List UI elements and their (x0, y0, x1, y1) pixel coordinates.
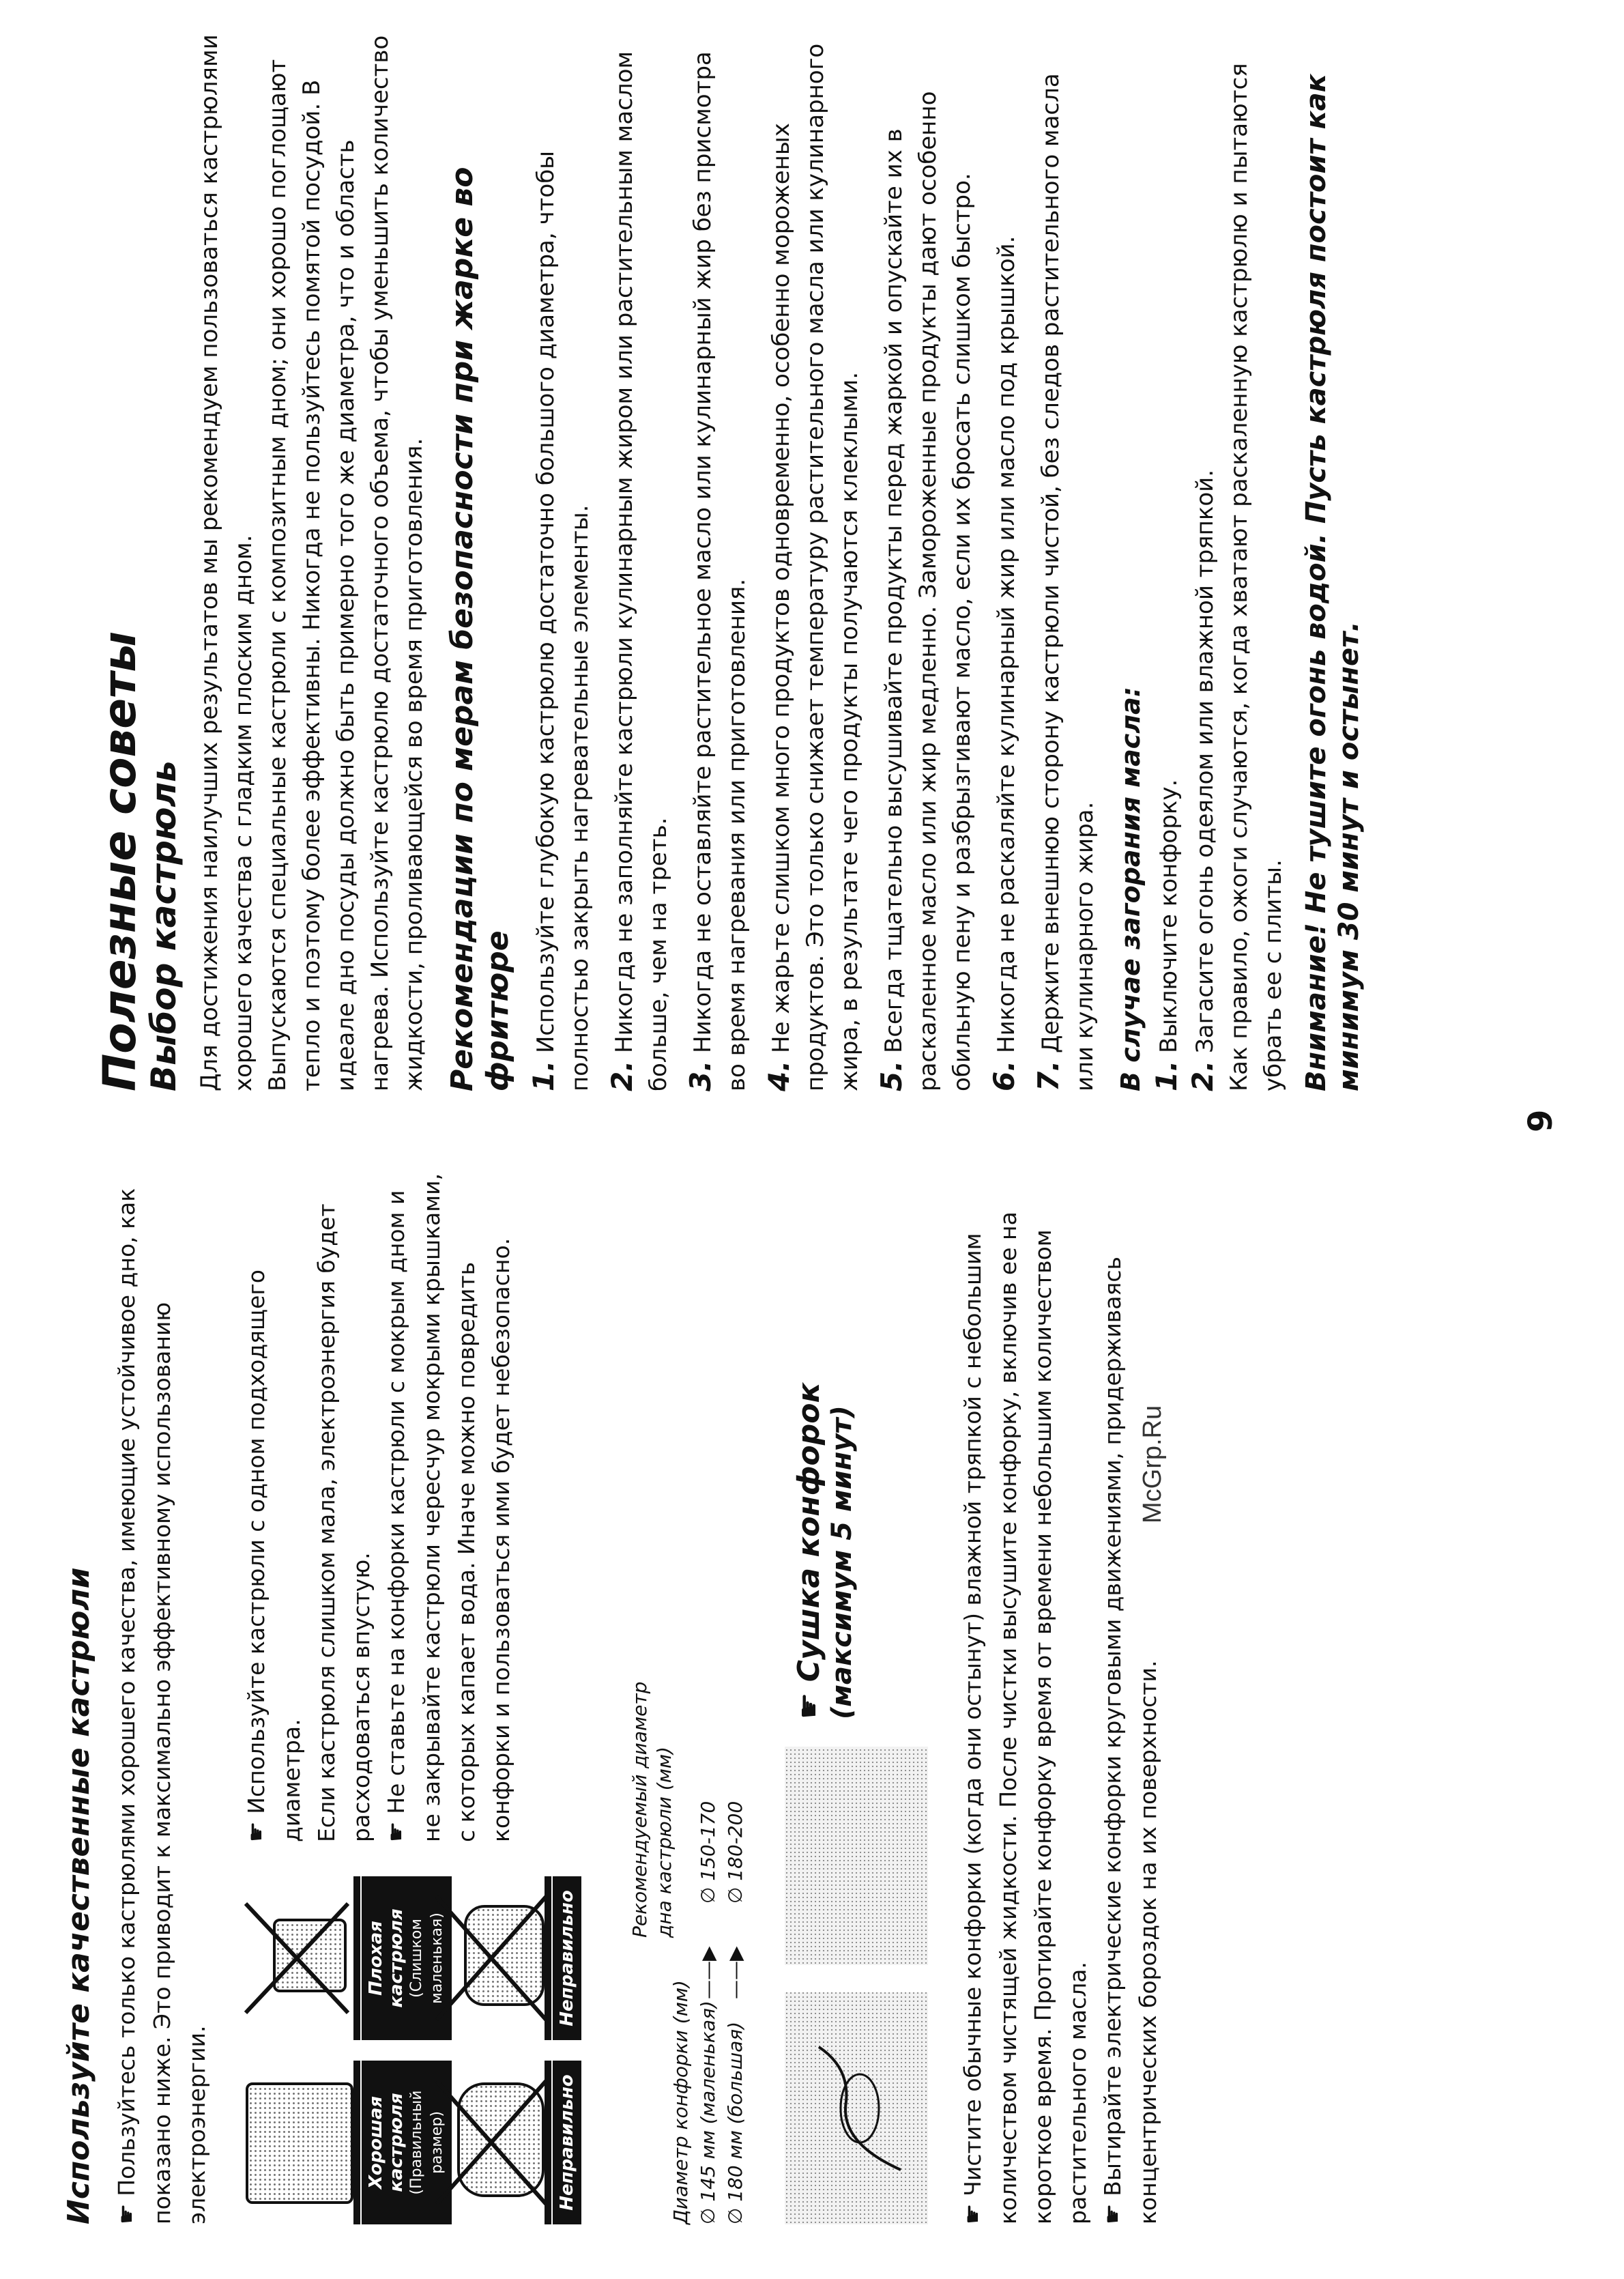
cross-icon (430, 1890, 553, 2026)
pan-bullets (239, 1166, 519, 1842)
hand-pointer-icon: ☛ (383, 1814, 410, 1842)
section-title-frying: Рекомендации по мерам безопасности при жарке во фритюре (445, 167, 515, 1091)
bullet-diameter-note: Если кастрюля слишком мала, электроэнергия будет расходоваться впустую. (313, 1203, 375, 1842)
table-row: ∅ 180 мм (большая) ——▶ ∅ 180-200 (724, 1801, 746, 2224)
section-title-pans: Выбор кастрюль (144, 760, 184, 1091)
hand-wiping-icon (798, 2033, 914, 2183)
pot-drawing (246, 2082, 353, 2204)
col-burner-header: Диаметр конфорки (мм) (669, 1980, 692, 2224)
wrong-pan-figure-2 (430, 1876, 594, 2040)
section-title-fire: В случае загорания масла: (1116, 687, 1146, 1091)
page-number: 9 (1522, 1109, 1560, 1132)
hand-pointer-icon: ☛ (243, 1814, 270, 1842)
page-title: Полезные советы (93, 631, 146, 1091)
cross-icon (239, 1897, 355, 2020)
right-column (93, 27, 1563, 1091)
pans-paragraph-1: Для достижения наилучших результатов мы рекомендуем пользоваться кастрюлями хорошего качества с гладким плоским дном. (196, 34, 257, 1091)
list-item: 1. Используйте глубокую кастрюлю достаточно большого диаметра, чтобы полностью закрыть нагревательные элементы. (527, 150, 594, 1091)
bullet-wet-pans: ☛ Не ставьте на конфорки кастрюли с мокрым дном и не закрывайте кастрюли чересчур мокрыми крышками, с которых капает вода. Иначе можно повредить конфорки и пользоваться ими будет небезопасно. (383, 1173, 514, 1842)
list-item: 7. Держите внешнюю сторону кастрюли чистой, без следов растительного масла или кулинарного жира. (1032, 73, 1099, 1091)
burner-profile-illustration (785, 1747, 928, 1965)
wrong-caption-1: Неправильно (553, 2061, 581, 2224)
arrow-right-icon: ——▶ (724, 1946, 746, 1999)
watermark: McGrp.Ru (1138, 1405, 1167, 1523)
drying-title: ☛ Сушка конфорок (максимум 5 минут) (792, 1382, 858, 1719)
list-item: 2. Загасите огонь одеялом или влажной тряпкой. (1186, 469, 1219, 1091)
left-column (61, 1173, 1563, 2224)
small-pan-caption: Плохая кастрюля (Слишком маленькая) (362, 1876, 452, 2040)
list-item: 1. Выключите конфорку. (1150, 779, 1183, 1091)
cleaning-bullets (955, 1173, 1165, 2224)
table-row: ∅ 145 мм (маленькая) ——▶ ∅ 150-170 (697, 1801, 719, 2224)
col-pot-header: Рекомендуемый диаметр дна кастрюли (мм) (628, 1681, 676, 1938)
list-item: 3. Никогда не оставляйте растительное масло или кулинарный жир без присмотра во время нагревания или приготовления. (684, 51, 751, 1091)
hand-pointer-icon: ☛ (959, 2196, 987, 2224)
list-item: 5. Всегда тщательно высушивайте продукты перед жаркой и опускайте их в раскаленное масло или жир медленно. Замороженные продукты дают особенно обильную пену и разбрызгивают масло, если их бросать слишком быстро. (875, 91, 976, 1091)
hand-pointer-icon: ☛ (1099, 2196, 1127, 2224)
list-item: 6. Никогда не раскаляйте кулинарный жир или масло под крышкой. (987, 235, 1021, 1091)
fire-warning: Внимание! Не тушите огонь водой. Пусть кастрюля постоит как минимум 30 минут и остынет. (1301, 74, 1365, 1091)
bullet-clean-electric: ☛ Вытирайте электрические конфорки круговыми движениями, придерживаясь концентрических бороздок на их поверхности. (1099, 1257, 1161, 2224)
quality-pans-title: Используйте качественные кастрюли (61, 1567, 96, 2224)
bullet-clean-regular: ☛ Чистите обычные конфорки (когда они остынут) влажной тряпкой с небольшим количеством чистящей жидкости. После чистки высушите конфорку, включив ее на короткое время. Протирайте конфорку время от времени небольшим количеством растительного масла. (959, 1212, 1091, 2224)
wrong-pan-figure-1 (430, 2061, 594, 2224)
list-item: 2. Никогда не заполняйте кастрюли кулинарным жиром или растительным маслом больше, чем на треть. (605, 51, 672, 1091)
small-pan-figure (232, 1876, 446, 2040)
cross-icon (430, 2074, 553, 2211)
good-pan-caption: Хорошая кастрюля (Правильный размер) (362, 2061, 452, 2224)
list-item: 4. Не жарьте слишком много продуктов одновременно, особенно мороженых продуктов. Это только снижает температуру растительного масла или кулинарного жира, в результате чего продукты получаются клеклыми. (762, 43, 863, 1091)
hob-line (353, 2061, 360, 2224)
hand-pointer-icon: ☛ (792, 1682, 826, 1719)
burner-diameter-table (628, 1542, 757, 2224)
quality-pans-intro: ☛ Пользуйтесь только кастрюлями хорошего качества, имеющие устойчивое дно, как показано ниже. Это приводит к максимально эффективному использованию электроэнергии. (113, 1188, 210, 2224)
good-pan-figure (232, 2061, 446, 2224)
wrong-caption-2: Неправильно (553, 1876, 581, 2040)
bullet-diameter: ☛ Используйте кастрюли с одном подходящего диаметра. (243, 1270, 305, 1842)
hand-pointer-icon: ☛ (113, 2196, 141, 2224)
fire-note: Как правило, ожоги случаются, когда хватают раскаленную кастрюлю и пытаются убрать ее с плиты. (1226, 63, 1287, 1091)
pans-paragraph-2: Выпускаются специальные кастрюли с композитным дном; они хорошо поглощают тепло и поэтому более эффективны. Никогда не пользуйтесь помятой посудой. В идеале дно посуды должно быть примерно того же диаметра, что и область нагрева. Используйте кастрюлю достаточного объема, чтобы уменьшить количество жидкости, проливающейся во время приготовления. (264, 35, 428, 1091)
arrow-right-icon: ——▶ (697, 1946, 719, 1999)
